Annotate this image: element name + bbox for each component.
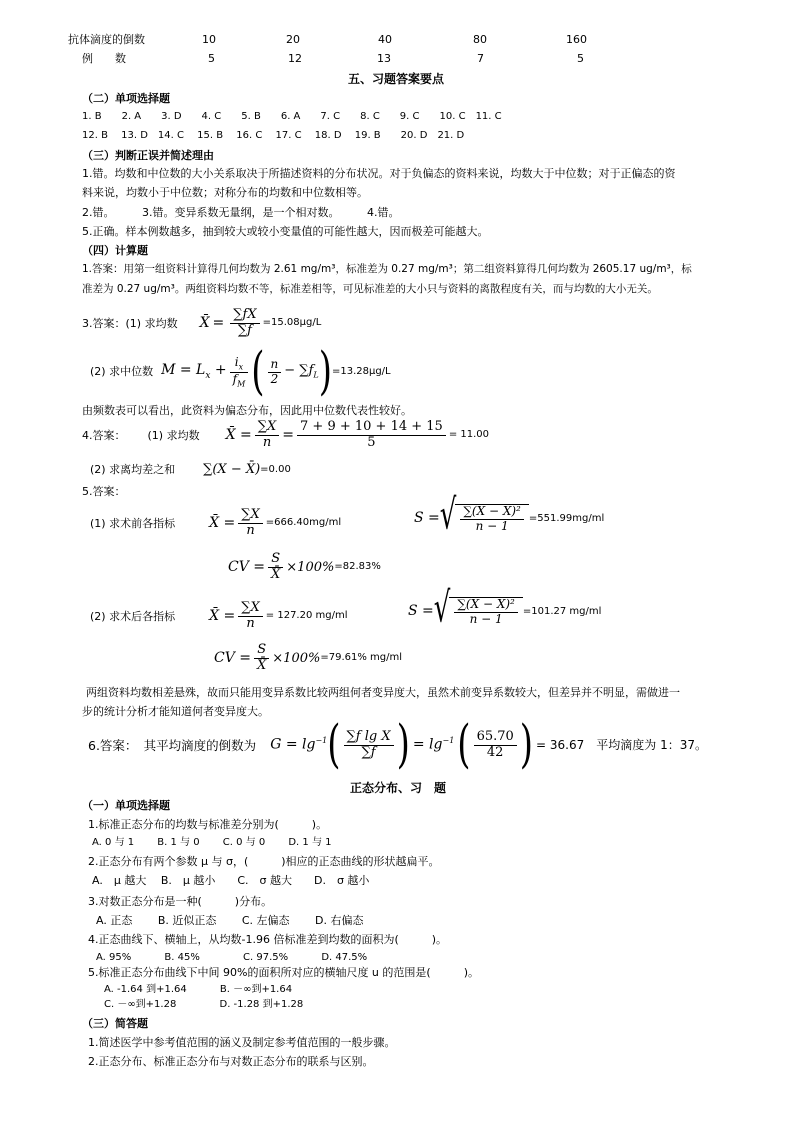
formula-result: =79.61% mg/ml <box>320 652 403 664</box>
section-title: 正态分布、习 题 <box>350 781 447 795</box>
paragraph: 准差为 0.27 ug/m³。两组资料均数不等，标准差相等，可见标准差的大小只与资料的离散程度有关，而与均数的大小无关。 <box>82 283 658 295</box>
question: 5.标准正态分布曲线下中间 90%的面积所对应的横轴尺度 u 的范围是( )。 <box>88 966 479 979</box>
formula-result: =551.99mg/ml <box>528 512 605 524</box>
table-cell: 20 <box>286 33 300 46</box>
section-title: 五、习题答案要点 <box>348 72 445 86</box>
subsection-title: （三）简答题 <box>82 1017 148 1030</box>
formula-label: (2) 求离均差之和 <box>90 463 176 477</box>
formula-label: (1) 求均数 <box>147 428 200 442</box>
table-cell: 5 <box>577 52 584 65</box>
formula-q4-mean: 4.答案： (1) 求均数 X̄ = $\frac{\sum X}{n}$ = $\frac{7 + 9 + 10 + 14 + 15}{5}$ = 11.00 <box>82 419 489 450</box>
formula-label: (2) 求中位数 <box>90 365 154 379</box>
table-cell: 12 <box>288 52 302 65</box>
formula-result: =101.27 mg/ml <box>522 605 602 617</box>
formula-q5-pre-mean: (1) 求术前各指标 X̄ = $\frac{\sum X}{n}$ =666.40mg/ml <box>90 507 342 538</box>
formula-result: =82.83% <box>334 561 381 573</box>
question-options: A. -1.64 到+1.64 B. －∞到+1.64 <box>104 984 293 995</box>
question: 1.简述医学中参考值范围的涵义及制定参考值范围的一般步骤。 <box>88 1036 396 1049</box>
question-options: A. 0 与 1 B. 1 与 0 C. 0 与 0 D. 1 与 1 <box>92 837 332 848</box>
question: 2.正态分布、标准正态分布与对数正态分布的联系与区别。 <box>88 1055 374 1068</box>
question-options: A. 正态 B. 近似正态 C. 左偏态 D. 右偏态 <box>96 914 364 927</box>
formula-label: 4.答案： <box>82 428 126 442</box>
formula-result: =15.08μg/L <box>262 317 322 329</box>
formula-label: (1) 求术前各指标 <box>90 516 176 530</box>
question-options: A. μ 越大 B. μ 越小 C. σ 越大 D. σ 越小 <box>92 874 370 887</box>
fraction-numerator: 65.70 <box>474 730 517 746</box>
table-cell: 5 <box>208 52 215 65</box>
formula-q6: 6.答案： 其平均滴度的倒数为 $G = \lg^{-1}$ ( $\frac{\text{∑f lg X}}{\sum f}$ ) = $\lg^{-1}$ ( $\frac{65.70}{42}$ ) = 36.67 平均滴度为 1：37。 <box>88 715 707 775</box>
formula-label: 3.答案：(1) 求均数 <box>82 316 178 330</box>
table-cell: 160 <box>566 33 587 46</box>
formula-q3-mean: 3.答案：(1) 求均数 X̄ = $\frac{\sum fX}{\sum f}$ =15.08μg/L <box>82 307 322 338</box>
table-cell: 40 <box>378 33 392 46</box>
question-options: A. 95% B. 45% C. 97.5% D. 47.5% <box>96 952 368 963</box>
question: 3.对数正态分布是一种( )分布。 <box>88 895 273 908</box>
fraction-denominator: 5 <box>367 434 376 450</box>
subsection-title: （三）判断正误并简述理由 <box>82 149 214 162</box>
formula-q5-post-mean: (2) 求术后各指标 X̄ = $\frac{\sum X}{n}$ = 127.20 mg/ml <box>90 600 348 631</box>
fraction-numerator: 7 + 9 + 10 + 14 + 15 <box>297 420 446 436</box>
subsection-title: （二）单项选择题 <box>82 92 170 105</box>
table-cell: 抗体滴度的倒数 <box>68 33 145 46</box>
formula-label: 6.答案： 其平均滴度的倒数为 <box>88 737 257 753</box>
paragraph: 料来说，均数小于中位数；对称分布的均数和中位数相等。 <box>82 186 368 199</box>
paragraph: 两组资料均数相差悬殊，故而只能用变异系数比较两组何者变异度大，虽然术前变异系数较大，但差异并不明显，需做进一 <box>86 686 680 699</box>
formula-q5-pre-cv: CV = $\frac{S}{X̄}$ ×100% =82.83% <box>228 551 381 582</box>
table-cell: 7 <box>477 52 484 65</box>
question: 4.正态曲线下、横轴上，从均数-1.96 倍标准差到均数的面积为( )。 <box>88 933 448 946</box>
formula-result: =0.00 <box>260 463 291 475</box>
formula-result: = 127.20 mg/ml <box>265 610 348 622</box>
table-cell: 10 <box>202 33 216 46</box>
paragraph: 步的统计分析才能知道何者变异度大。 <box>82 705 269 718</box>
question: 2.正态分布有两个参数 μ 与 σ，( )相应的正态曲线的形状越扁平。 <box>88 855 440 868</box>
answer-line: 12. B 13. D 14. C 15. B 16. C 17. C 18. D 19. B 20. D 21. D <box>82 130 465 141</box>
question: 1.标准正态分布的均数与标准差分别为( )。 <box>88 818 328 831</box>
formula-result: =666.40mg/ml <box>265 517 342 529</box>
formula-q3-median: (2) 求中位数 $M = L_x$ + $\frac{i_x}{f_M}$ ( $\frac{n}{2}$ − $\sum f_L$ ) =13.28μg/L <box>90 342 391 402</box>
formula-result: =13.28μg/L <box>331 366 391 377</box>
formula-q5-post-cv: CV = $\frac{S}{X̄}$ ×100% =79.61% mg/ml <box>214 642 403 673</box>
formula-q4-deviation: (2) 求离均差之和 ∑(X − X̄) =0.00 <box>90 462 291 477</box>
question-options: C. －∞到+1.28 D. -1.28 到+1.28 <box>104 999 304 1010</box>
subsection-title: （四）计算题 <box>82 244 148 257</box>
paragraph: 5.答案： <box>82 485 126 498</box>
formula-result: = 11.00 <box>448 429 489 441</box>
paragraph: 1.答案：用第一组资料计算得几何均数为 2.61 mg/m³，标准差为 0.27 mg/m³；第二组资料算得几何均数为 2605.17 ug/m³，标 <box>82 263 692 275</box>
paragraph: 由频数表可以看出，此资料为偏态分布，因此用中位数代表性较好。 <box>82 404 412 417</box>
answer-line: 1. B 2. A 3. D 4. C 5. B 6. A 7. C 8. C 9. C 10. C 11. C <box>82 111 502 122</box>
table-cell: 13 <box>377 52 391 65</box>
formula-label: (2) 求术后各指标 <box>90 609 176 623</box>
subsection-title: （一）单项选择题 <box>82 799 170 812</box>
fraction-denominator: 42 <box>486 744 504 760</box>
formula-q5-post-sd: S = √ $\frac{\text{∑(X − X̄)²}}{n - 1}$ =101.27 mg/ml <box>408 584 602 633</box>
paragraph: 2.错。 3.错。变异系数无量纲，是一个相对数。 4.错。 <box>82 206 400 219</box>
formula-result: = 36.67 平均滴度为 1：37。 <box>536 737 707 752</box>
table-cell: 80 <box>473 33 487 46</box>
table-cell: 例 数 <box>82 52 126 65</box>
formula-q5-pre-sd: S = √ $\frac{\text{∑(X − X̄)²}}{n - 1}$ =551.99mg/ml <box>414 491 605 540</box>
paragraph: 1.错。均数和中位数的大小关系取决于所描述资料的分布状况。对于负偏态的资料来说，均数大于中位数；对于正偏态的资 <box>82 167 676 180</box>
paragraph: 5.正确。样本例数越多，抽到较大或较小变量值的可能性越大，因而极差可能越大。 <box>82 225 489 238</box>
